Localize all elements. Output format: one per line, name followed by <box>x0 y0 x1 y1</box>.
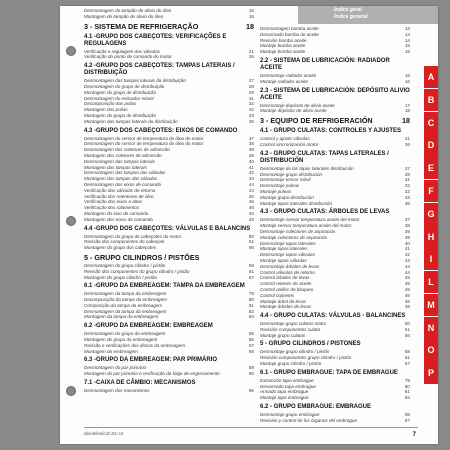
section-heading-text: 6.2 -GRUPO DA EMBREAGEM: EMBREAGEM <box>84 323 213 330</box>
index-entry-text: Revisión y control de los órganos del embrague <box>260 417 358 423</box>
index-page-number: 16 <box>404 78 410 84</box>
index-page-number: 32 <box>248 107 254 113</box>
index-entry-text: Montaje colectores de aspiración <box>260 234 328 240</box>
index-page-number: 86 <box>248 337 254 343</box>
index-entry-text: Composição da tampa da embreagem <box>84 302 163 308</box>
index-entry-text: Decomposição da tampa da embreagem <box>84 297 167 303</box>
index-entry-text: Desmontaje árboles de levas <box>260 263 320 269</box>
section-heading[interactable] <box>260 88 410 102</box>
index-page-number: 61 <box>248 268 254 274</box>
index-page-number: 50 <box>404 321 410 327</box>
index-page-number: 48 <box>404 304 410 310</box>
index-page-number: 26 <box>404 141 410 147</box>
index-entry-text: Montagem das tampas das válvulas <box>84 176 158 182</box>
section-heading[interactable] <box>84 323 254 330</box>
index-page-number: 87 <box>404 417 410 423</box>
index-entry-text: Montaje tapas laterales <box>260 246 308 252</box>
section-heading-text: 3 - EQUIPO DE REFRIGERACIÓN <box>260 116 373 126</box>
index-entry-text: Desmontaje grupo culatas motor <box>260 321 327 327</box>
section-heading[interactable] <box>84 226 254 233</box>
section-heading-text: 6.3 -GRUPO DA EMBREAGEM: PAR PRIMÁRIO <box>84 357 218 364</box>
index-page-number: 42 <box>248 170 254 176</box>
index-page-number: 79 <box>248 291 254 297</box>
index-page-number: 40 <box>404 240 410 246</box>
index-page-number: 36 <box>404 200 410 206</box>
index-page-number: 46 <box>248 210 254 216</box>
index-page-number: 15 <box>404 43 410 49</box>
index-column-spanish <box>260 26 410 422</box>
index-entry-text: Armado tapa embrague <box>260 389 309 395</box>
index-page-number: 26 <box>248 54 254 60</box>
index-entry[interactable] <box>260 333 410 339</box>
index-page-number: 85 <box>404 412 410 418</box>
index-entry-text: Desmontagem das tampas laterais da distribuição <box>84 78 186 84</box>
section-tab[interactable]: D <box>424 134 438 156</box>
index-page-number: 67 <box>404 361 410 367</box>
index-entry[interactable] <box>84 217 254 223</box>
index-page-number: 15 <box>404 49 410 55</box>
index-entry-text: Revisão e verificações dos discos da embreagem <box>84 342 186 348</box>
section-heading-text: 2.3 - SISTEMA DE LUBRICACIÓN: DEPÓSITO ALIVIO ACEITE <box>260 87 410 101</box>
index-entry[interactable] <box>84 54 254 60</box>
index-entry-text: Desmontaje tensor móvil <box>260 177 311 183</box>
index-entry-text: Montaje depósito de alivio aceite <box>260 108 327 114</box>
index-entry-text: Control válvulas de retorno <box>260 269 315 275</box>
index-entry-text: Montaje bomba aceite <box>260 49 306 55</box>
index-entry-text: Control árboles de levas <box>260 275 310 281</box>
index-entry-text: Desarmado bomba de aceite <box>260 31 319 37</box>
index-entry[interactable] <box>260 142 410 148</box>
index-page-number: 87 <box>248 342 254 348</box>
index-page-number: 67 <box>248 274 254 280</box>
index-page-number: 16 <box>404 72 410 78</box>
header-bar <box>298 6 438 24</box>
index-page-number: 31 <box>404 177 410 183</box>
section-heading[interactable] <box>260 151 410 165</box>
index-page-number: 32 <box>404 183 410 189</box>
index-page-number: 39 <box>404 228 410 234</box>
index-entry-text: Montagem dos eixos de comando <box>84 216 153 222</box>
index-page-number: 16 <box>248 13 254 19</box>
index-entry-text: Montaje tapas laterales distribución <box>260 200 333 206</box>
index-page-number: 58 <box>404 349 410 355</box>
index-entry-text: Montagem do grupo da embreagem <box>84 337 158 343</box>
index-page-number: 38 <box>404 223 410 229</box>
index-page-number: 84 <box>404 395 410 401</box>
section-heading[interactable] <box>260 117 410 125</box>
index-page-number: 80 <box>404 383 410 389</box>
binder-hole-1 <box>66 46 76 56</box>
section-heading-text: 6.1 - GRUPO EMBRAGUE: TAPA DE EMBRAGUE <box>260 369 398 376</box>
index-entry-text: Montaje grupo culatas <box>260 332 306 338</box>
section-heading-text: 2.2 - SISTEMA DE LUBRICACIÓN: RADIADOR ACEITE <box>260 57 390 71</box>
index-page-number: 41 <box>248 164 254 170</box>
index-entry-text: Extracción tapa embrague <box>260 377 314 383</box>
index-entry-text: Desmontagem das tampas laterais <box>84 158 155 164</box>
index-entry[interactable] <box>84 14 254 20</box>
index-page-number: 32 <box>248 101 254 107</box>
index-page-number: 81 <box>404 389 410 395</box>
section-tab[interactable]: A <box>424 66 438 88</box>
index-entry-text: Desmontaje tapas laterales <box>260 240 316 246</box>
index-page-number: 29 <box>248 89 254 95</box>
section-heading-text: 4.1 -GRUPO DOS CABEÇOTES: VERIFICAÇÕES E REGULAGENS <box>84 33 227 47</box>
index-page-number: 33 <box>404 194 410 200</box>
index-entry-text: Desmontagem dos eixos de comando <box>84 181 162 187</box>
index-entry[interactable] <box>260 201 410 207</box>
header-title <box>334 7 434 21</box>
index-page-number: 46 <box>248 205 254 211</box>
index-page-number: 82 <box>248 308 254 314</box>
index-page-number: 14 <box>404 31 410 37</box>
index-entry-text: Desmontaje grupo embrague <box>260 412 320 418</box>
index-entry[interactable] <box>84 388 254 394</box>
section-heading[interactable] <box>84 128 254 135</box>
section-heading[interactable] <box>260 404 410 411</box>
section-tab[interactable]: I <box>424 248 438 270</box>
index-entry-text: Montaje árboles de levas <box>260 304 312 310</box>
index-entry-text: Desmontagem das tampas das válvulas <box>84 170 166 176</box>
section-heading-text: 4.3 - GRUPO CULATAS: ÁRBOLES DE LEVAS <box>260 209 390 216</box>
footer-code: abcdefedicoh.01-c2 <box>84 431 124 436</box>
section-heading[interactable] <box>84 34 254 48</box>
index-entry-text: Desmontagem do par primário <box>84 365 147 371</box>
index-page-number: 28 <box>248 83 254 89</box>
index-page-number: 45 <box>404 286 410 292</box>
index-entry-text: Montagem do grupo de distribuição <box>84 89 157 95</box>
index-entry-text: Revisión bomba aceite <box>260 37 307 43</box>
section-heading[interactable] <box>260 58 410 72</box>
index-page-number: 81 <box>248 302 254 308</box>
index-page-number: 31 <box>248 95 254 101</box>
section-heading[interactable] <box>260 313 410 320</box>
index-entry[interactable] <box>84 119 254 125</box>
index-entry-text: Revisão dos componentes do grupo cilindro / pistão <box>84 268 190 274</box>
index-page-number: 18 <box>404 108 410 114</box>
header-line-1: Índice geral <box>334 7 362 13</box>
index-page-number: 28 <box>404 171 410 177</box>
index-page-number: 39 <box>248 152 254 158</box>
section-tab[interactable]: F <box>424 180 438 202</box>
index-page-number: 45 <box>404 275 410 281</box>
index-page-number: 37 <box>248 135 254 141</box>
section-heading[interactable] <box>260 209 410 216</box>
index-page-number: 43 <box>248 176 254 182</box>
index-entry-text: Montaje grupo cilindro / pistón <box>260 361 322 367</box>
index-page-number: 18 <box>402 116 410 126</box>
index-entry-text: Montaje tapa embrague <box>260 395 309 401</box>
section-tab[interactable]: C <box>424 112 438 134</box>
index-page-number: 58 <box>248 262 254 268</box>
index-page-number: 36 <box>248 118 254 124</box>
index-entry-text: Desmontagem do esticador móvel <box>84 95 154 101</box>
index-page-number: 44 <box>404 269 410 275</box>
section-heading-text: 3 - SISTEMA DE REFRIGERAÇÃO <box>84 21 199 31</box>
index-entry-text: Desmontagem do grupo cilindro / pistão <box>84 262 166 268</box>
page-number: 7 <box>412 432 416 438</box>
index-entry-text: Montagem das tampas laterais <box>84 164 147 170</box>
index-page-number: 51 <box>248 239 254 245</box>
index-page-number: 39 <box>404 234 410 240</box>
index-entry-text: Desmontagem dos mecanismos <box>84 388 150 394</box>
index-entry-text: Desmontagem bomba aceite <box>260 26 319 31</box>
index-page-number: 45 <box>248 193 254 199</box>
section-heading[interactable] <box>84 283 254 290</box>
index-entry[interactable] <box>260 108 410 114</box>
index-entry-text: Desmontagem dos coletores de admissão <box>84 147 170 153</box>
index-entry-text: Desmontagem do sensor de temperatura do óleo do motor <box>84 135 204 141</box>
section-heading[interactable] <box>260 341 410 348</box>
section-heading-text: 6.1 -GRUPO DA EMBREAGEM: TAMPA DA EMBREAGEM <box>84 283 245 290</box>
index-entry-text: Desmontaje poleas <box>260 183 300 189</box>
index-entry-text: Desmontaje de las tapas laterales distribución <box>260 165 354 171</box>
index-entry-text: Desmontaje grupo cilindro / pistón <box>260 349 330 355</box>
index-page-number: 39 <box>248 147 254 153</box>
index-entry-text: Control cojinetes <box>260 292 295 298</box>
index-page-number: 32 <box>404 188 410 194</box>
index-page-number: 18 <box>246 21 254 31</box>
index-entry-text: Desmontagem do grupo de distribuição <box>84 83 165 89</box>
index-page-number: 79 <box>404 377 410 383</box>
index-entry-text: Montagem do par primário e verificação da folga de engrenamento <box>84 371 220 377</box>
index-column-portuguese <box>84 8 254 422</box>
section-heading-text: 5 - GRUPO CILINDROS / PISTÕES <box>84 252 200 262</box>
section-heading[interactable] <box>84 63 254 77</box>
index-entry-text: Montaje poleas <box>260 188 292 194</box>
index-entry-text: Montaje tapas válvulas <box>260 257 307 263</box>
index-entry-text: Montagem das tampas laterais da distribuição <box>84 118 178 124</box>
index-page-number: 13 <box>404 26 410 31</box>
index-page-number: 46 <box>404 292 410 298</box>
index-page-number: 42 <box>404 252 410 258</box>
index-entry-text: Montaje grupo distribución <box>260 194 314 200</box>
section-heading-text: 6.2 - GRUPO EMBRAGUE: EMBRAGUE <box>260 404 372 411</box>
index-entry[interactable] <box>260 79 410 85</box>
index-entry-text: Montagem dos coletores de admissão <box>84 152 162 158</box>
index-page-number: 90 <box>248 371 254 377</box>
index-page-number: 43 <box>404 257 410 263</box>
section-heading[interactable] <box>84 357 254 364</box>
index-entry-text: Control y ajuste válvulas <box>260 136 310 142</box>
index-entry-text: Control retenes de aceite <box>260 281 312 287</box>
index-entry-text: Revisão dos componentes do cabeçote <box>84 239 165 245</box>
index-entry-text: Montagem do grupo cilindro / pistão <box>84 274 158 280</box>
index-page-number: 44 <box>404 263 410 269</box>
index-entry[interactable] <box>260 49 410 55</box>
index-entry-text: Montagem das polias <box>84 107 128 113</box>
index-entry-text: Montaje árbol de levas <box>260 298 307 304</box>
index-page-number: 56 <box>404 332 410 338</box>
index-entry-text: Desmontagem do grupo da embreagem <box>84 331 166 337</box>
section-tab[interactable]: E <box>424 157 438 179</box>
index-entry-text: Desmontagem da tampa da embreagem <box>84 291 167 297</box>
index-page-number: 89 <box>248 365 254 371</box>
index-page-number: 48 <box>248 216 254 222</box>
index-entry-text: Desmontaje colectores de aspiración <box>260 228 336 234</box>
index-page-number: 85 <box>248 331 254 337</box>
section-heading-text: 7.1 -CAIXA DE CÂMBIO: MECANISMOS <box>84 380 196 387</box>
index-page-number: 38 <box>248 141 254 147</box>
manual-page <box>60 6 438 444</box>
index-entry-text: Desmontaje radiador aceite <box>260 72 317 78</box>
index-entry-text: Verificação dos eixos e altas <box>84 199 143 205</box>
footer-rule <box>84 427 418 428</box>
index-entry-text: Desmontagem da tampa da embreagem <box>84 308 167 314</box>
section-heading[interactable] <box>84 380 254 387</box>
index-page-number: 80 <box>248 297 254 303</box>
index-entry[interactable] <box>260 418 410 424</box>
index-entry-text: Desmontagem do sensor de temperatura do óleo do motor <box>84 141 204 147</box>
index-entry-text: Montaje sensor temperatura aceite del motor <box>260 223 352 229</box>
index-entry-text: Montagem do tampão de alivio do óleo <box>84 13 164 19</box>
index-entry[interactable] <box>84 314 254 320</box>
index-page-number: 45 <box>404 281 410 287</box>
index-page-number: 40 <box>248 158 254 164</box>
index-page-number: 56 <box>248 245 254 251</box>
section-tab[interactable]: M <box>424 294 438 316</box>
index-entry-text: Montagem do grupo dos cabeçotes <box>84 245 157 251</box>
index-page-number: 21 <box>404 136 410 142</box>
section-heading-text: 4.2 -GRUPO DOS CABEÇOTES: TAMPAS LATERAIS / DISTRIBUIÇÃO <box>84 63 235 77</box>
section-tab[interactable]: P <box>424 362 438 384</box>
index-entry-text: Montagem do grupo de distribuição <box>84 112 157 118</box>
index-page-number: 51 <box>404 326 410 332</box>
index-page-number: 21 <box>248 48 254 54</box>
index-entry[interactable] <box>84 245 254 251</box>
section-heading[interactable] <box>260 128 410 135</box>
section-heading-text: 5 - GRUPO CILINDROS / PISTONES <box>260 341 361 348</box>
index-page-number: 45 <box>248 199 254 205</box>
section-tab[interactable]: L <box>424 271 438 293</box>
index-entry-text: Verificação das válvulas de retorno <box>84 187 156 193</box>
binder-hole-3 <box>66 386 76 396</box>
index-entry-text: Desmontagem do tampão de alivio do óleo <box>84 8 172 13</box>
section-heading-text: 4.2 - GRUPO CULATAS: TAPAS LATERALES / DISTRIBUCIÓN <box>260 150 389 164</box>
binder-hole-2 <box>66 216 76 226</box>
index-entry-text: Verificação e regulagem das válvulas <box>84 48 160 54</box>
index-page-number: 27 <box>404 165 410 171</box>
index-entry-text: Desmontaje depósito de alivio aceite <box>260 102 335 108</box>
index-entry-text: Desmontaje tapas válvulas <box>260 252 315 258</box>
index-entry-text: Control anillos de bloqueo <box>260 286 314 292</box>
section-tab[interactable]: O <box>424 339 438 361</box>
header-line-2: Índice general <box>334 14 368 20</box>
index-entry-text: Montagem da embreagem <box>84 348 138 354</box>
index-page-number: 61 <box>404 355 410 361</box>
index-page-number: 44 <box>248 181 254 187</box>
section-heading-text: 4.4 - GRUPO CULATAS: VÁLVULAS - BALANCINES <box>260 313 406 320</box>
index-entry-text: Desmontaje sensor temperatura aceite del motor <box>260 217 360 223</box>
section-heading[interactable] <box>84 23 254 31</box>
index-page-number: 88 <box>248 348 254 354</box>
index-page-number: 84 <box>248 314 254 320</box>
section-heading[interactable] <box>260 370 410 377</box>
index-entry-text: Revisión componentes culata <box>260 326 321 332</box>
index-entry-text: Revisión componentes grupo cilindro / pistón <box>260 355 352 361</box>
section-heading[interactable] <box>84 254 254 262</box>
index-page-number: 41 <box>404 246 410 252</box>
index-entry-text: Verificação dos retentores de óleo <box>84 193 154 199</box>
index-page-number: 14 <box>404 37 410 43</box>
index-entry-text: Montagem da tampa da embreagem <box>84 314 159 320</box>
index-page-number: 27 <box>248 78 254 84</box>
index-page-number: 50 <box>248 233 254 239</box>
section-tab[interactable]: N <box>424 317 438 339</box>
index-page-number: 46 <box>404 298 410 304</box>
section-tab[interactable]: H <box>424 225 438 247</box>
index-entry-text: Desmontaje grupo distribución <box>260 171 323 177</box>
index-entry-text: Decomposição das polias <box>84 101 137 107</box>
section-heading-text: 4.1 - GRUPO CULATAS: CONTROLES Y AJUSTES <box>260 128 402 135</box>
section-heading-text: 4.3 -GRUPO DOS CABEÇOTES: EIXOS DE COMANDO <box>84 127 238 134</box>
index-page-number: 17 <box>404 102 410 108</box>
index-entry[interactable] <box>84 275 254 281</box>
section-tab-strip <box>424 66 438 385</box>
index-page-number: 44 <box>248 187 254 193</box>
index-entry[interactable] <box>84 349 254 355</box>
index-entry-text: Control sincronización motor <box>260 141 319 147</box>
section-tab[interactable]: G <box>424 203 438 225</box>
index-entry-text: Verificação dos rolamentos <box>84 205 140 211</box>
index-page-number: 16 <box>248 8 254 13</box>
index-page-number: 33 <box>248 112 254 118</box>
index-entry-text: Montaje radiador aceite <box>260 78 309 84</box>
index-page-number: 95 <box>248 388 254 394</box>
index-entry[interactable] <box>260 304 410 310</box>
index-entry-text: Desarmado tapa embrague <box>260 383 316 389</box>
index-entry[interactable] <box>260 361 410 367</box>
index-entry-text: Verificação do ponto de comando do motor <box>84 54 172 60</box>
section-heading-text: 4.4 -GRUPO DOS CABEÇOTES: VÁLVULAS E BALANCINS <box>84 225 251 232</box>
index-entry[interactable] <box>84 371 254 377</box>
index-entry-text: Montagem do eixo de comando <box>84 210 149 216</box>
index-entry-text: Montaje bomba aceite <box>260 43 306 49</box>
index-entry[interactable] <box>260 395 410 401</box>
section-tab[interactable]: B <box>424 89 438 111</box>
index-page-number: 37 <box>404 217 410 223</box>
index-entry-text: Desmontagem do grupo de cabeçotes do motor <box>84 233 182 239</box>
